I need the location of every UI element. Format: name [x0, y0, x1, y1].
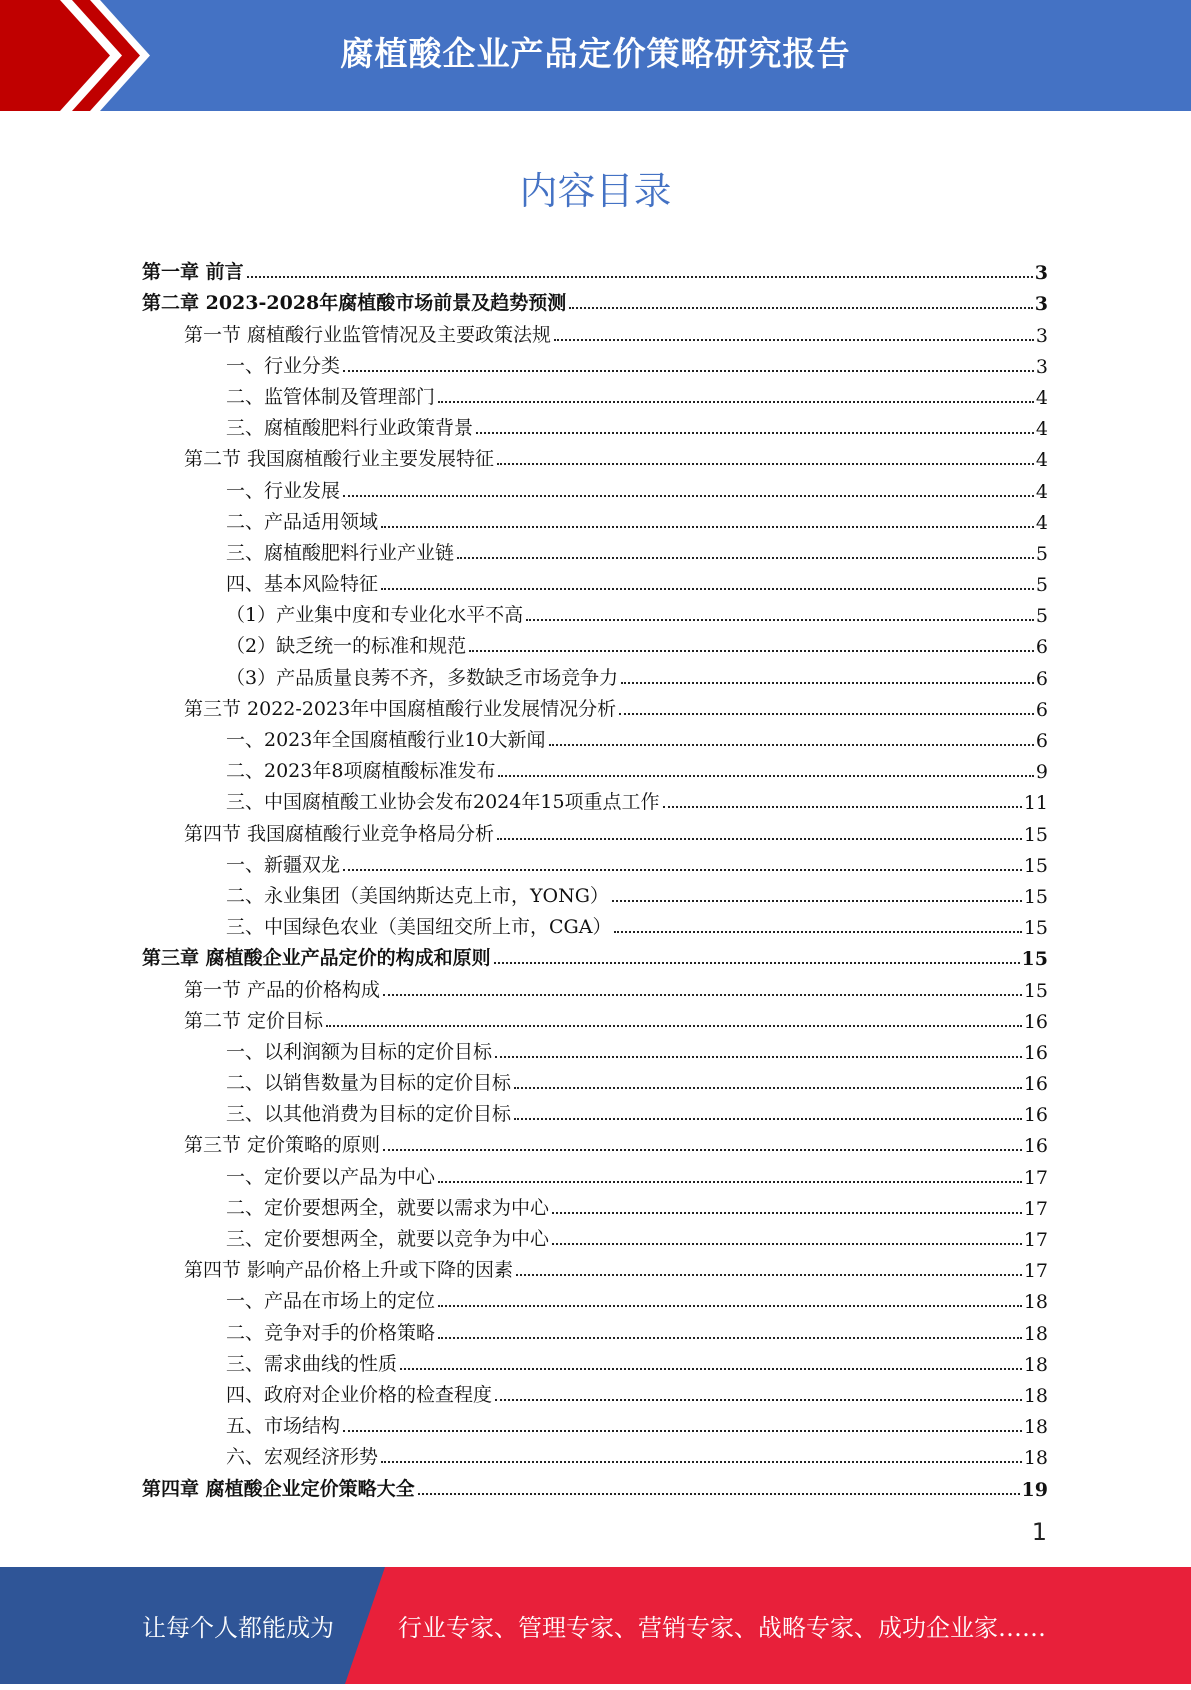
- toc-entry[interactable]: [142, 1407, 1048, 1438]
- toc-entry-page: 15: [1023, 917, 1048, 940]
- toc-entry-label: 第四节 我国腐植酸行业竞争格局分析: [184, 822, 495, 845]
- toc-entry[interactable]: [142, 658, 1048, 689]
- toc-dot-leader: [381, 1461, 1022, 1463]
- toc-entry-page: 19: [1021, 1478, 1048, 1501]
- toc-entry-page: 3: [1034, 262, 1048, 285]
- toc-dot-leader: [554, 339, 1034, 341]
- report-title: 腐植酸企业产品定价策略研究报告: [340, 34, 851, 73]
- toc-entry-label: 一、行业发展: [226, 479, 341, 502]
- toc-entry-page: 16: [1023, 1104, 1048, 1127]
- toc-entry-label: 六、宏观经济形势: [226, 1446, 379, 1469]
- toc-entry-page: 6: [1035, 636, 1048, 659]
- toc-title: 内容目录: [519, 169, 672, 213]
- toc-entry[interactable]: [142, 1095, 1048, 1126]
- toc-entry-label: 第三节 2022-2023年中国腐植酸行业发展情况分析: [184, 697, 617, 720]
- toc-entry-label: （1）产业集中度和专业化水平不高: [226, 604, 524, 627]
- toc-entry-page: 16: [1023, 1041, 1048, 1064]
- toc-entry-label: 二、产品适用领域: [226, 510, 379, 533]
- toc-dot-leader: [343, 1430, 1022, 1432]
- toc-dot-leader: [516, 1274, 1022, 1276]
- toc-entry-label: 三、中国绿色农业（美国纽交所上市，CGA）: [226, 916, 612, 939]
- toc-entry-page: 16: [1023, 1073, 1048, 1096]
- toc-entry[interactable]: [142, 565, 1048, 596]
- toc-entry-page: 5: [1035, 574, 1048, 597]
- toc-dot-leader: [569, 307, 1033, 309]
- footer-slogan-right: 行业专家、管理专家、营销专家、战略专家、成功企业家……: [398, 1614, 1046, 1642]
- toc-entry[interactable]: [142, 1189, 1048, 1220]
- toc-entry-label: 一、以利润额为目标的定价目标: [226, 1040, 493, 1063]
- toc-entry-page: 11: [1023, 792, 1048, 815]
- toc-entry-page: 18: [1023, 1384, 1048, 1407]
- toc-entry-page: 4: [1035, 449, 1048, 472]
- toc-entry[interactable]: [142, 627, 1048, 658]
- toc-entry-label: 第三节 定价策略的原则: [184, 1134, 381, 1157]
- toc-entry-label: 第一节 腐植酸行业监管情况及主要政策法规: [184, 323, 552, 346]
- toc-entry[interactable]: [142, 1345, 1048, 1376]
- toc-entry-page: 4: [1035, 511, 1048, 534]
- toc-entry-page: 4: [1035, 480, 1048, 503]
- toc-entry-label: 四、政府对企业价格的检查程度: [226, 1383, 493, 1406]
- toc-entry[interactable]: [142, 253, 1048, 284]
- toc-entry[interactable]: [142, 939, 1048, 970]
- toc-entry-page: 4: [1035, 386, 1048, 409]
- toc-dot-leader: [495, 1056, 1022, 1058]
- toc-entry-label: 三、腐植酸肥料行业政策背景: [226, 417, 474, 440]
- table-of-contents: [142, 253, 1048, 1501]
- toc-entry-page: 16: [1023, 1010, 1048, 1033]
- toc-entry[interactable]: [142, 1376, 1048, 1407]
- toc-entry-label: 第三章 腐植酸企业产品定价的构成和原则: [142, 947, 491, 970]
- toc-dot-leader: [381, 526, 1034, 528]
- toc-entry[interactable]: [142, 1313, 1048, 1344]
- toc-entry-page: 15: [1023, 979, 1048, 1002]
- header-banner: [0, 0, 1191, 111]
- toc-dot-leader: [612, 900, 1022, 902]
- toc-entry[interactable]: [142, 409, 1048, 440]
- toc-entry[interactable]: [142, 284, 1048, 315]
- toc-dot-leader: [247, 276, 1033, 278]
- toc-entry[interactable]: [142, 347, 1048, 378]
- toc-entry-page: 5: [1035, 605, 1048, 628]
- toc-dot-leader: [526, 619, 1034, 621]
- toc-entry-page: 15: [1023, 823, 1048, 846]
- toc-entry[interactable]: [142, 690, 1048, 721]
- toc-entry-page: 6: [1035, 667, 1048, 690]
- toc-entry-page: 3: [1034, 293, 1048, 316]
- toc-entry[interactable]: [142, 1126, 1048, 1157]
- toc-entry-label: 二、竞争对手的价格策略: [226, 1321, 436, 1344]
- toc-dot-leader: [619, 713, 1034, 715]
- toc-entry-label: 三、定价要想两全，就要以竞争为中心: [226, 1228, 550, 1250]
- toc-entry-label: 一、产品在市场上的定位: [226, 1290, 436, 1313]
- toc-entry-page: 15: [1021, 948, 1048, 971]
- toc-entry-label: 第二章 2023-2028年腐植酸市场前景及趋势预测: [142, 292, 567, 315]
- toc-entry[interactable]: [142, 752, 1048, 783]
- toc-entry-label: （2）缺乏统一的标准和规范: [226, 635, 467, 658]
- toc-entry[interactable]: [142, 378, 1048, 409]
- toc-dot-leader: [552, 1243, 1022, 1245]
- toc-dot-leader: [457, 557, 1034, 559]
- toc-entry-label: 一、定价要以产品为中心: [226, 1165, 436, 1188]
- toc-entry[interactable]: [142, 783, 1048, 814]
- toc-entry-page: 16: [1023, 1135, 1048, 1158]
- toc-entry-page: 18: [1023, 1322, 1048, 1345]
- toc-entry[interactable]: [142, 1002, 1048, 1033]
- toc-entry[interactable]: [142, 440, 1048, 471]
- toc-entry[interactable]: [142, 1251, 1048, 1282]
- page-number: 1: [1031, 1518, 1047, 1546]
- toc-entry-label: 二、2023年8项腐植酸标准发布: [226, 760, 496, 783]
- toc-entry-label: 第四节 影响产品价格上升或下降的因素: [184, 1259, 514, 1282]
- toc-dot-leader: [418, 1493, 1020, 1495]
- toc-entry[interactable]: [142, 877, 1048, 908]
- toc-dot-leader: [663, 806, 1022, 808]
- toc-dot-leader: [476, 432, 1034, 434]
- toc-dot-leader: [438, 401, 1034, 403]
- toc-entry-label: 三、腐植酸肥料行业产业链: [226, 541, 455, 564]
- toc-dot-leader: [497, 463, 1034, 465]
- toc-entry-page: 17: [1023, 1229, 1048, 1251]
- toc-entry-page: 17: [1023, 1166, 1048, 1189]
- toc-dot-leader: [438, 1181, 1022, 1183]
- toc-dot-leader: [381, 588, 1034, 590]
- toc-dot-leader: [326, 1025, 1022, 1027]
- toc-entry[interactable]: [142, 596, 1048, 627]
- toc-entry-label: 一、新疆双龙: [226, 853, 341, 876]
- footer-banner: [0, 1567, 1191, 1684]
- toc-entry-label: 一、行业分类: [226, 354, 341, 377]
- toc-entry-page: 3: [1035, 324, 1048, 347]
- toc-entry-page: 17: [1023, 1260, 1048, 1283]
- toc-entry-label: 第二节 定价目标: [184, 1009, 324, 1032]
- toc-dot-leader: [497, 838, 1022, 840]
- toc-dot-leader: [469, 650, 1034, 652]
- toc-entry[interactable]: [142, 814, 1048, 845]
- toc-dot-leader: [514, 1118, 1022, 1120]
- toc-entry-label: 五、市场结构: [226, 1415, 341, 1438]
- toc-entry-page: 18: [1023, 1353, 1048, 1376]
- toc-entry[interactable]: [142, 1157, 1048, 1188]
- toc-entry[interactable]: [142, 315, 1048, 346]
- toc-entry-page: 6: [1035, 730, 1048, 752]
- toc-entry-page: 6: [1035, 698, 1048, 721]
- toc-entry[interactable]: [142, 534, 1048, 565]
- toc-dot-leader: [552, 1212, 1022, 1214]
- toc-entry-label: 第四章 腐植酸企业定价策略大全: [142, 1477, 415, 1500]
- toc-entry-label: 第一节 产品的价格构成: [184, 978, 381, 1001]
- toc-entry-label: 三、中国腐植酸工业协会发布2024年15项重点工作: [226, 791, 660, 814]
- toc-entry-label: 第二节 我国腐植酸行业主要发展特征: [184, 448, 495, 471]
- toc-entry-page: 15: [1023, 854, 1048, 877]
- toc-dot-leader: [343, 869, 1022, 871]
- toc-entry-label: 三、以其他消费为目标的定价目标: [226, 1103, 512, 1126]
- toc-dot-leader: [400, 1368, 1022, 1370]
- toc-entry-page: 18: [1023, 1447, 1048, 1470]
- toc-entry-label: 三、需求曲线的性质: [226, 1352, 398, 1375]
- toc-entry-page: 4: [1035, 418, 1048, 441]
- toc-entry[interactable]: [142, 1438, 1048, 1469]
- toc-dot-leader: [343, 370, 1034, 372]
- toc-entry[interactable]: [142, 1064, 1048, 1095]
- toc-entry-label: 二、定价要想两全，就要以需求为中心: [226, 1196, 550, 1219]
- toc-entry-page: 15: [1023, 885, 1048, 908]
- toc-entry[interactable]: [142, 1469, 1048, 1500]
- toc-entry-page: 3: [1035, 355, 1048, 378]
- toc-entry[interactable]: [142, 846, 1048, 877]
- toc-entry[interactable]: [142, 1282, 1048, 1313]
- toc-dot-leader: [383, 994, 1022, 996]
- toc-entry-label: 第一章 前言: [142, 261, 244, 284]
- toc-entry-label: 二、永业集团（美国纳斯达克上市，YONG）: [226, 884, 609, 907]
- toc-entry-label: 四、基本风险特征: [226, 573, 379, 596]
- toc-dot-leader: [438, 1305, 1022, 1307]
- toc-entry[interactable]: [142, 970, 1048, 1001]
- toc-entry[interactable]: [142, 908, 1048, 939]
- toc-entry-page: 9: [1035, 761, 1048, 784]
- toc-entry[interactable]: [142, 471, 1048, 502]
- toc-entry-label: 二、监管体制及管理部门: [226, 385, 436, 408]
- toc-entry-label: （3）产品质量良莠不齐，多数缺乏市场竞争力: [226, 666, 619, 689]
- toc-dot-leader: [438, 1337, 1022, 1339]
- toc-entry-label: 二、以销售数量为目标的定价目标: [226, 1072, 512, 1095]
- toc-entry[interactable]: [142, 1033, 1048, 1064]
- toc-dot-leader: [549, 744, 1034, 746]
- toc-dot-leader: [343, 495, 1034, 497]
- toc-entry-page: 18: [1023, 1416, 1048, 1439]
- toc-dot-leader: [514, 1087, 1022, 1089]
- toc-dot-leader: [383, 1149, 1022, 1151]
- header-arrow-icon: [0, 0, 170, 111]
- toc-entry[interactable]: [142, 1220, 1048, 1251]
- toc-entry-page: 17: [1023, 1197, 1048, 1220]
- toc-dot-leader: [614, 931, 1021, 933]
- toc-dot-leader: [495, 1399, 1022, 1401]
- toc-dot-leader: [498, 775, 1033, 777]
- toc-dot-leader: [494, 962, 1020, 964]
- toc-entry[interactable]: [142, 721, 1048, 752]
- toc-entry-page: 18: [1023, 1291, 1048, 1314]
- footer-slogan-left: 让每个人都能成为: [142, 1614, 334, 1642]
- toc-entry-label: 一、2023年全国腐植酸行业10大新闻: [226, 729, 546, 751]
- toc-dot-leader: [621, 682, 1034, 684]
- toc-entry-page: 5: [1035, 542, 1048, 565]
- toc-entry[interactable]: [142, 503, 1048, 534]
